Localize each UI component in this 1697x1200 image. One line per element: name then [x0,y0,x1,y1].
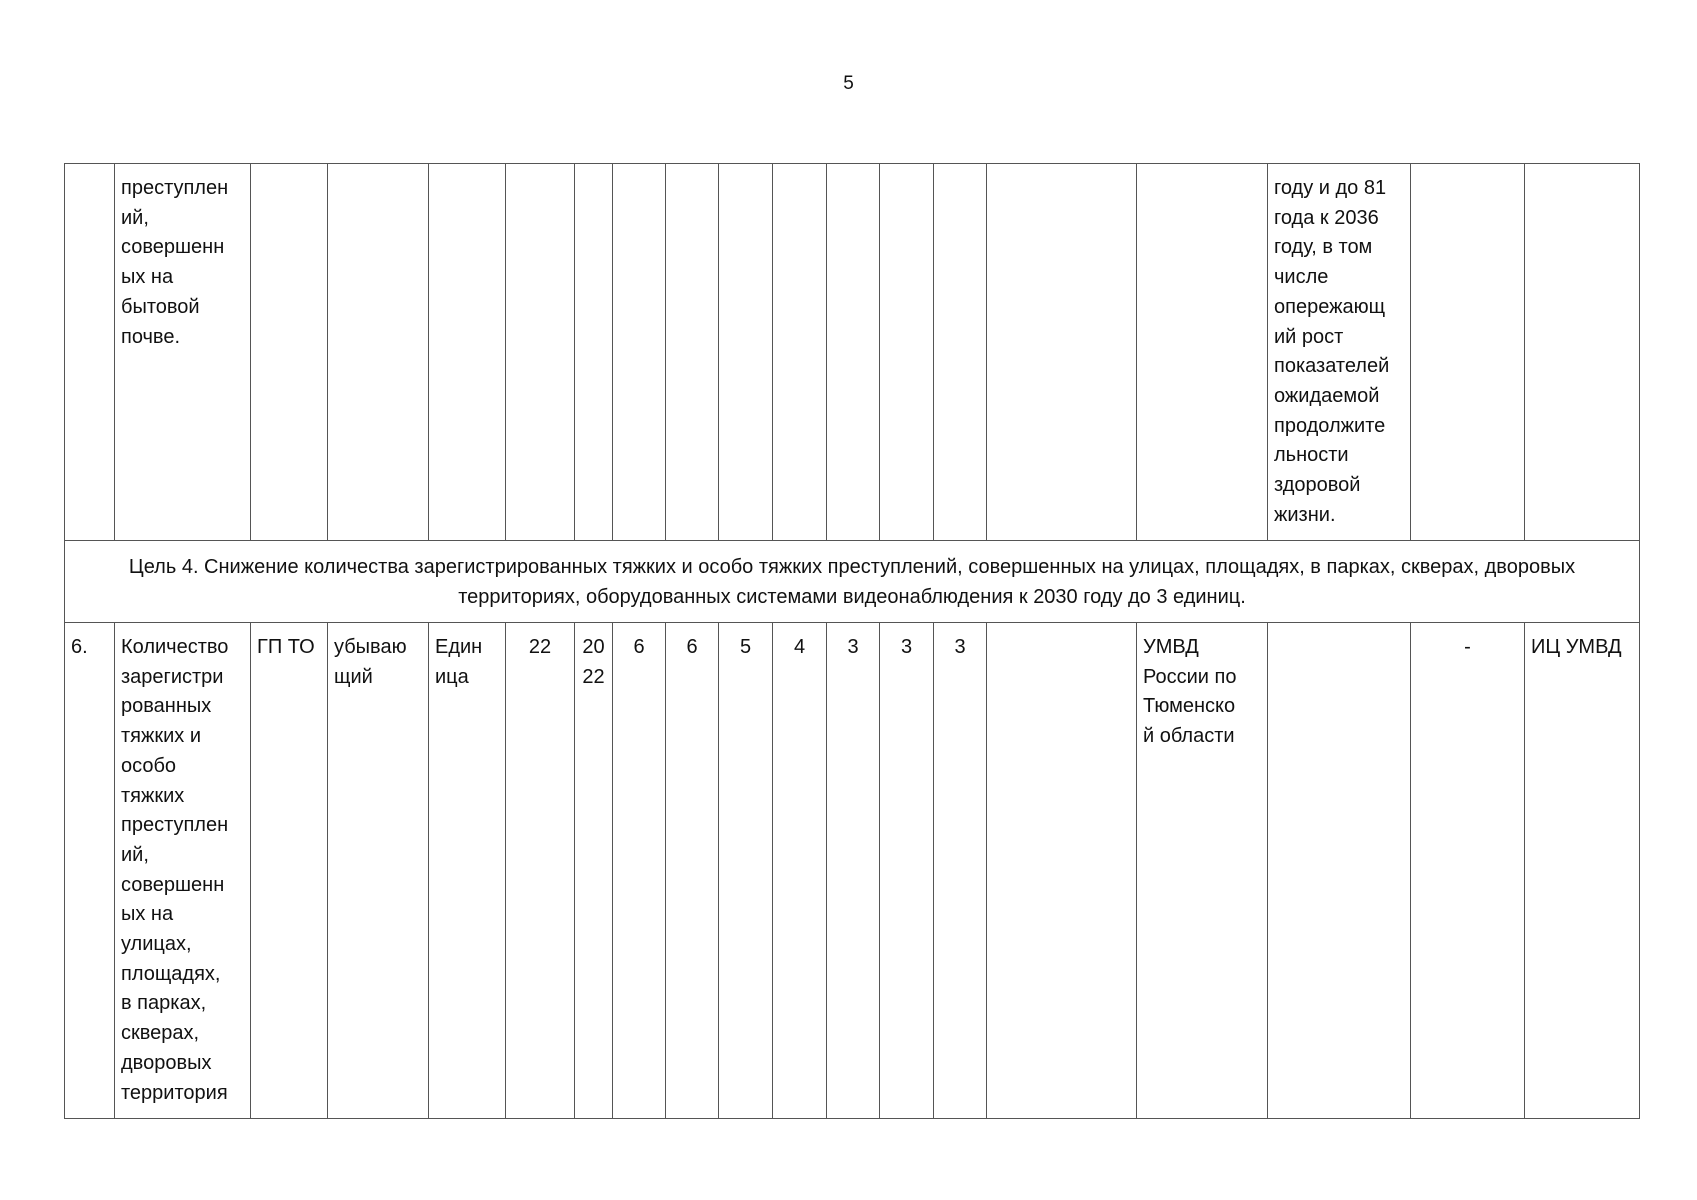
cell-responsible [1137,164,1268,541]
cell-trend [328,164,429,541]
cell-info-system: - [1411,623,1525,1119]
cell-base-value: 22 [506,623,575,1119]
cell-year-value: 6 [666,623,719,1119]
cell-year-value [880,164,934,541]
cell-year-value: 4 [773,623,827,1119]
cell-year-value [934,164,987,541]
page-number: 5 [843,73,854,94]
cell-national-goal: году и до 81 года к 2036 году, в том числе опережающ ий рост показателей ожидаемой продолжите льности здоровой жизни. [1268,164,1411,541]
cell-trend: убываю щий [328,623,429,1119]
cell-indicator-name: преступлен ий, совершенн ых на бытовой почве. [115,164,251,541]
cell-year-value: 3 [880,623,934,1119]
cell-year-value [613,164,666,541]
goal-4-heading: Цель 4. Снижение количества зарегистрированных тяжких и особо тяжких преступлений, совершенных на улицах, площадях, в парках, скверах, дворовых территориях, оборудованных системами видеонаблюдения к 2030 году до 3 единиц. [65,541,1640,623]
indicators-table [64,163,1640,1119]
goal-row [65,541,1640,623]
cell-national-goal [1268,623,1411,1119]
table-row [65,623,1640,1119]
cell-source [1525,164,1640,541]
cell-year-value [666,164,719,541]
cell-year-value: 3 [827,623,880,1119]
cell-number [65,164,115,541]
cell-year-value: 6 [613,623,666,1119]
cell-source: ИЦ УМВД [1525,623,1640,1119]
cell-year-value: 5 [719,623,773,1119]
cell-unit: Един ица [429,623,506,1119]
cell-responsible: УМВД России по Тюменско й области [1137,623,1268,1119]
cell-year-value: 3 [934,623,987,1119]
cell-year-value [827,164,880,541]
cell-info-system [1411,164,1525,541]
cell-base-year: 20 22 [575,623,613,1119]
cell-document [987,623,1137,1119]
table-row-continued [65,164,1640,541]
cell-level: ГП ТО [251,623,328,1119]
cell-base-value [506,164,575,541]
cell-base-year [575,164,613,541]
cell-unit [429,164,506,541]
cell-level [251,164,328,541]
cell-year-value [773,164,827,541]
cell-number: 6. [65,623,115,1119]
cell-year-value [719,164,773,541]
cell-indicator-name: Количество зарегистри рованных тяжких и особо тяжких преступлен ий, совершенн ых на улицах, площадях, в парках, скверах, дворовых территория [115,623,251,1119]
cell-document [987,164,1137,541]
